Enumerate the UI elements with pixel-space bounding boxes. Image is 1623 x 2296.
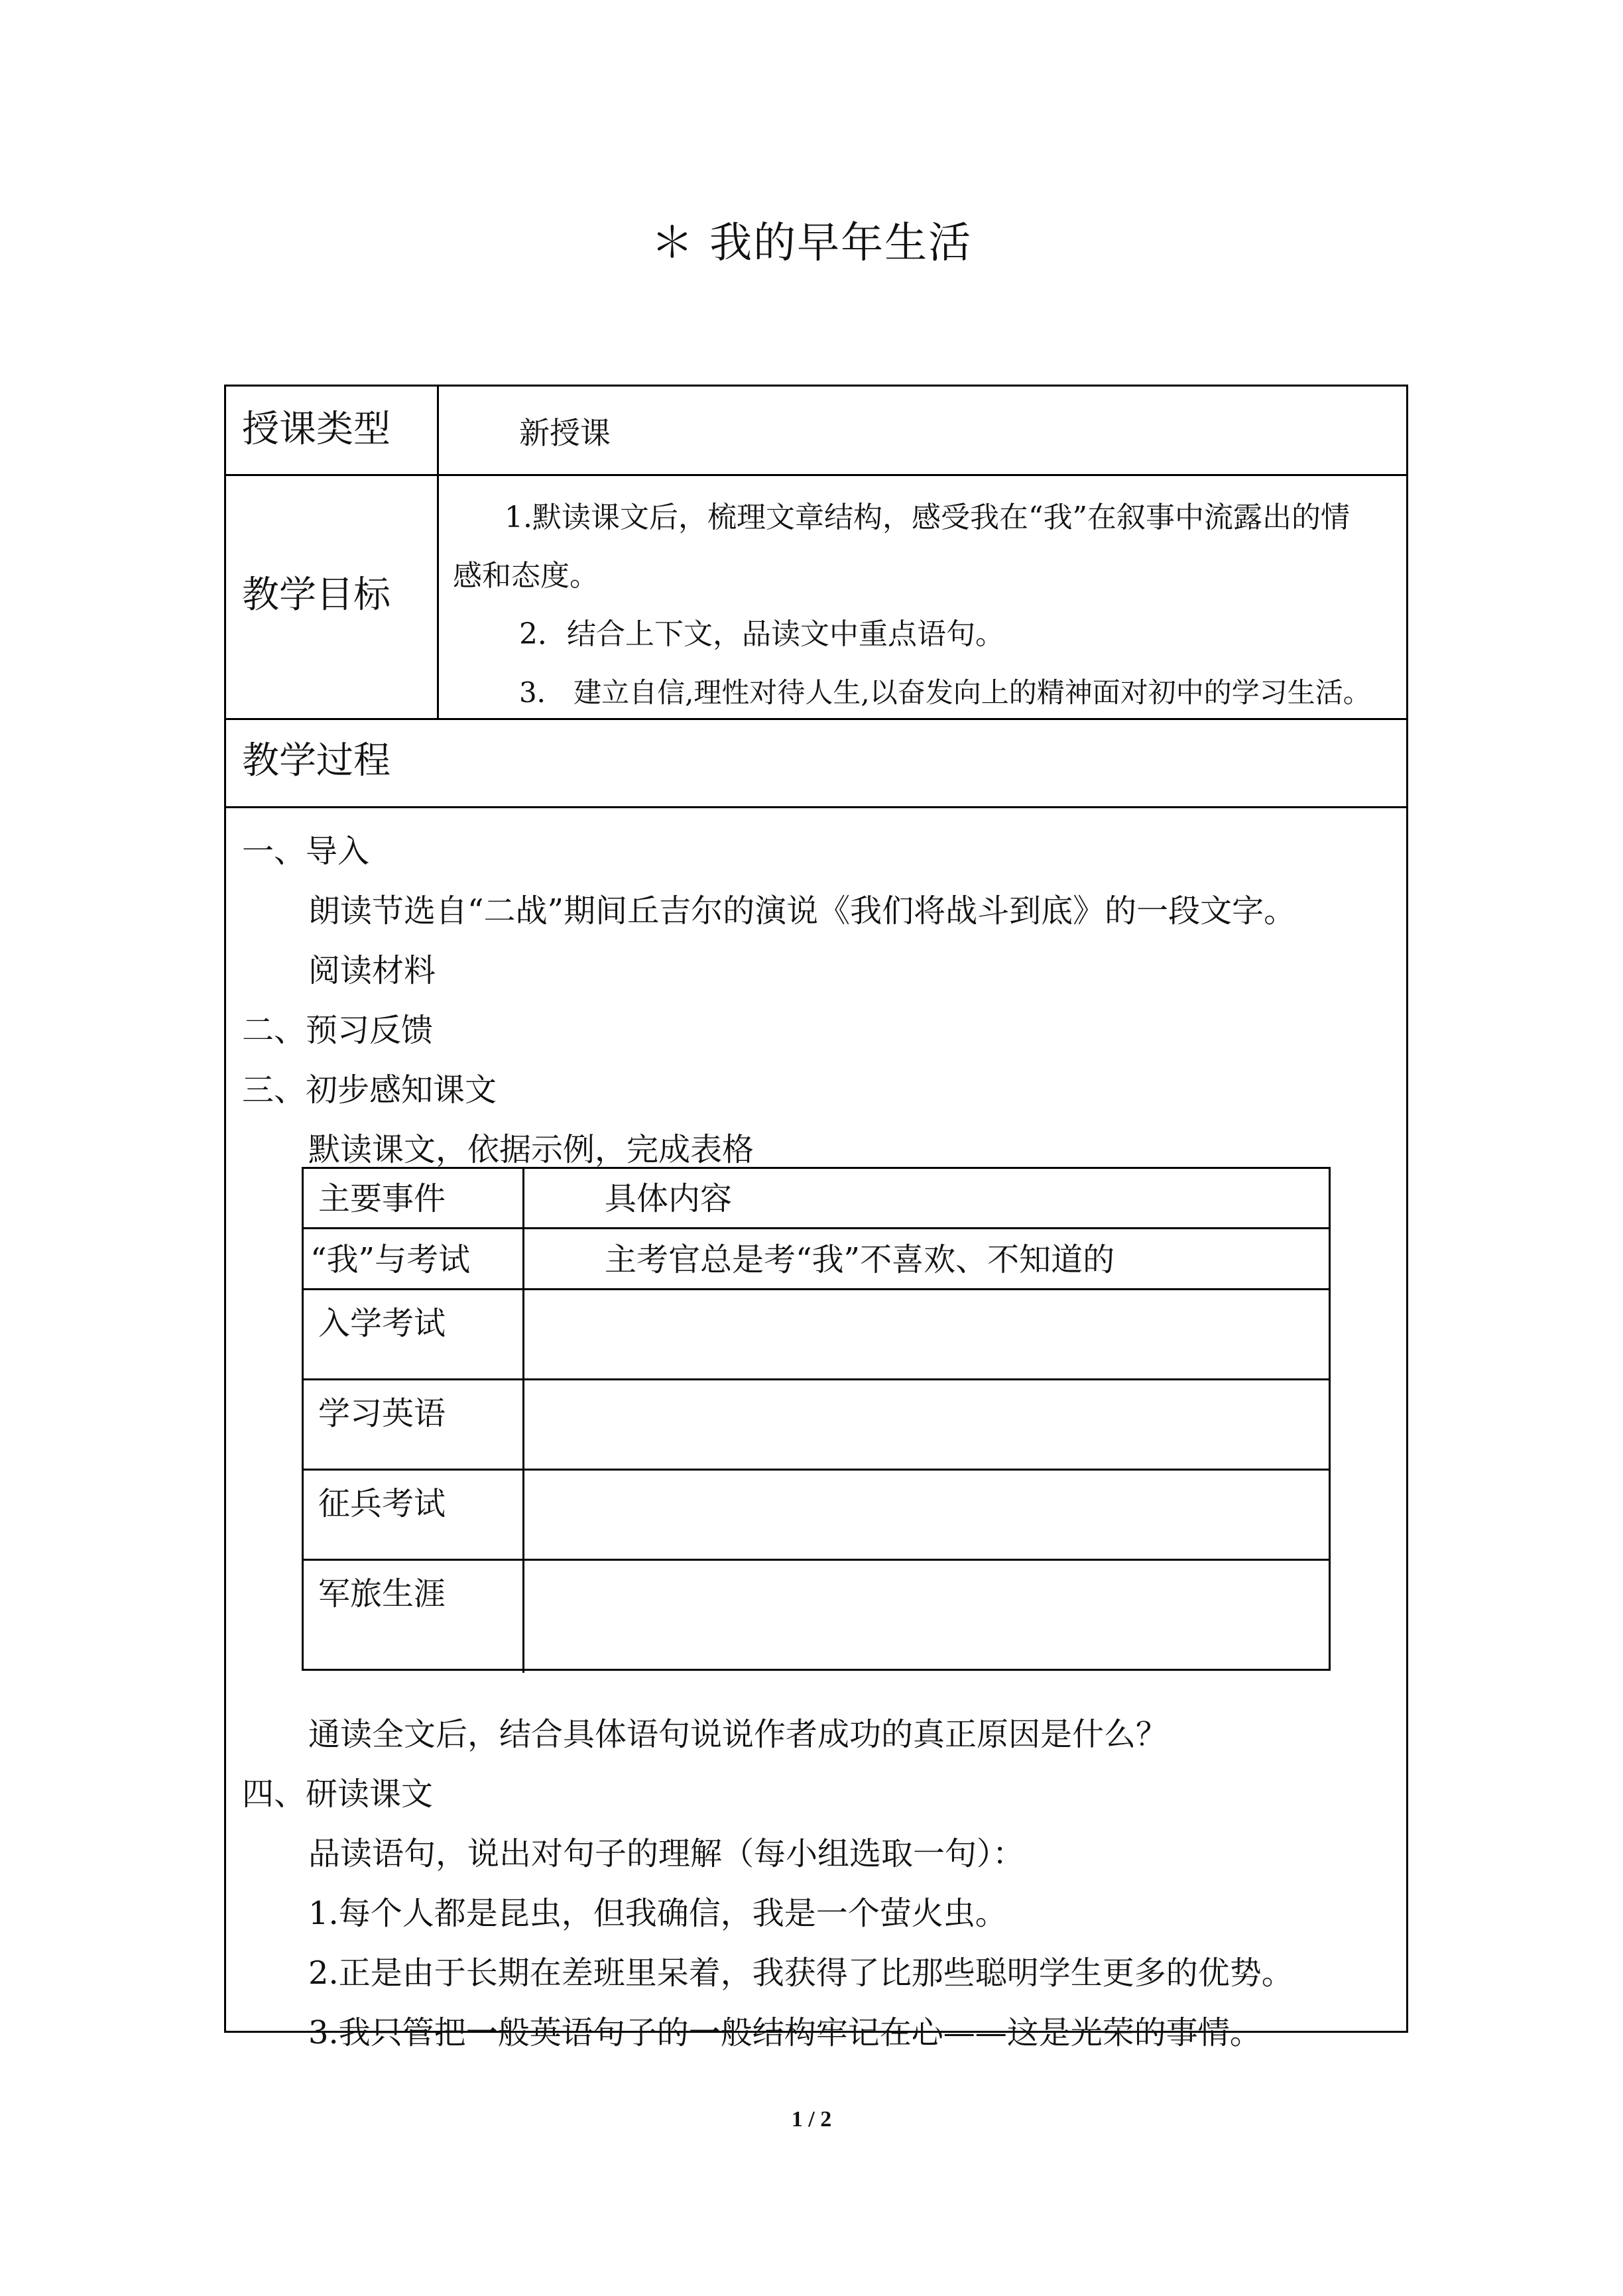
- table-cell-event: 入学考试: [318, 1305, 446, 1342]
- row-divider: [304, 1559, 1329, 1561]
- table-cell-event: 军旅生涯: [318, 1575, 446, 1612]
- body-paragraph: 品读语句，说出对句子的理解（每小组选取一句）：: [308, 1835, 1025, 1872]
- document-title: ＊ 我的早年生活: [650, 219, 973, 268]
- column-divider: [437, 387, 439, 718]
- table-header: 主要事件: [318, 1180, 446, 1217]
- objective-line: 3． 建立自信,理性对待人生,以奋发向上的精神面对初中的学习生活。: [519, 676, 1371, 709]
- section-heading: 一、导入: [242, 833, 370, 870]
- table-header: 具体内容: [605, 1180, 733, 1217]
- section-heading: 三、初步感知课文: [242, 1071, 497, 1109]
- body-paragraph: 阅读材料: [308, 952, 436, 989]
- objective-line: 感和态度。: [453, 559, 599, 593]
- body-paragraph: 1.每个人都是昆虫，但我确信，我是一个萤火虫。: [308, 1895, 1007, 1932]
- table-cell-event: “我”与考试: [310, 1241, 471, 1278]
- objective-line: 1.默读课文后，梳理文章结构，感受我在“我”在叙事中流露出的情: [505, 501, 1350, 534]
- lesson-type-label: 授课类型: [242, 408, 391, 451]
- body-paragraph: 2.正是由于长期在差班里呆着，我获得了比那些聪明学生更多的优势。: [308, 1955, 1293, 1992]
- process-label: 教学过程: [242, 739, 391, 782]
- row-divider: [304, 1469, 1329, 1471]
- body-paragraph: 朗读节选自“二战”期间丘吉尔的演说《我们将战斗到底》的一段文字。: [308, 892, 1296, 930]
- section-heading: 四、研读课文: [242, 1776, 434, 1813]
- section-heading: 二、预习反馈: [242, 1012, 434, 1049]
- table-cell-event: 学习英语: [318, 1395, 446, 1432]
- body-paragraph: 默读课文，依据示例，完成表格: [308, 1131, 754, 1168]
- objectives-label: 教学目标: [242, 574, 391, 617]
- row-divider: [304, 1378, 1329, 1380]
- row-divider: [226, 474, 1406, 476]
- lesson-type-value: 新授课: [519, 415, 611, 451]
- page-number: 1 / 2: [791, 2107, 832, 2132]
- events-table: [302, 1167, 1331, 1671]
- row-divider: [304, 1288, 1329, 1290]
- column-divider: [522, 1169, 524, 1673]
- objective-line: 2．结合上下文，品读文中重点语句。: [519, 617, 1004, 651]
- table-cell-content: 主考官总是考“我”不喜欢、不知道的: [605, 1241, 1115, 1278]
- body-paragraph: 3.我只管把一般英语句子的一般结构牢记在心——这是光荣的事情。: [308, 2014, 1262, 2051]
- row-divider: [226, 806, 1406, 808]
- row-divider: [304, 1227, 1329, 1229]
- body-paragraph: 通读全文后，结合具体语句说说作者成功的真正原因是什么？: [308, 1716, 1168, 1753]
- table-cell-event: 征兵考试: [318, 1485, 446, 1522]
- row-divider: [226, 718, 1406, 720]
